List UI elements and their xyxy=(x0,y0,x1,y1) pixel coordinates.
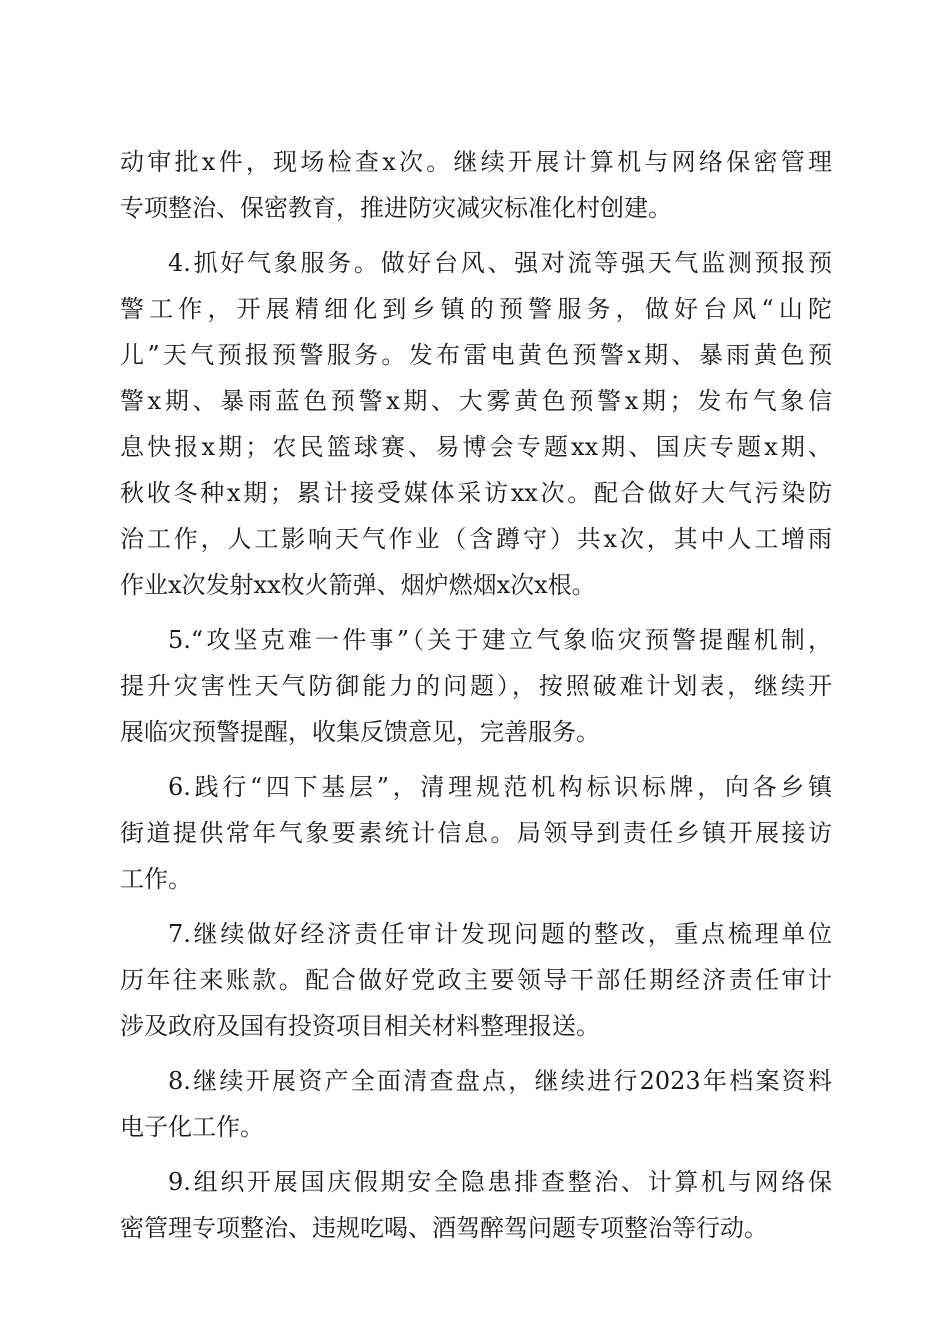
text-line: 作业x次发射xx枚火箭弹、烟炉燃烟x次x根。 xyxy=(120,571,596,599)
text-line: 提升灾害性天气防御能力的问题），按照破难计划表，继续开 xyxy=(120,672,832,700)
text-line: 历年往来账款。配合做好党政主要领导干部任期经济责任审计 xyxy=(120,966,832,994)
document-body xyxy=(120,139,832,1251)
paragraph-item-7-audit xyxy=(120,911,832,1049)
text-line: 9.组织开展国庆假期安全隐患排查整治、计算机与网络保 xyxy=(168,1168,832,1196)
text-line: 5.“攻坚克难一件事”（关于建立气象临灾预警提醒机制， xyxy=(168,626,832,654)
text-line: 警x期、暴雨蓝色预警x期、大雾黄色预警x期；发布气象信 xyxy=(120,387,832,415)
text-line: 电子化工作。 xyxy=(120,1113,264,1141)
text-line: 涉及政府及国有投资项目相关材料整理报送。 xyxy=(120,1012,600,1040)
text-line: 儿”天气预报预警服务。发布雷电黄色预警x期、暴雨黄色预 xyxy=(120,341,832,369)
paragraph-item-4-weather-service xyxy=(120,240,832,608)
text-line: 动审批x件，现场检查x次。继续开展计算机与网络保密管理 xyxy=(120,148,832,176)
paragraph-continued-security xyxy=(120,139,832,231)
text-line: 8.继续开展资产全面清查盘点，继续进行2023年档案资料 xyxy=(168,1067,832,1095)
text-line: 秋收冬种x期；累计接受媒体采访xx次。配合做好大气污染防 xyxy=(120,479,832,507)
text-line: 密管理专项整治、违规吃喝、酒驾醉驾问题专项整治等行动。 xyxy=(120,1214,768,1242)
paragraph-item-9-safety xyxy=(120,1159,832,1251)
paragraph-item-6-grassroots xyxy=(120,764,832,902)
text-line: 街道提供常年气象要素统计信息。局领导到责任乡镇开展接访 xyxy=(120,819,832,847)
text-line: 工作。 xyxy=(120,865,192,893)
text-line: 7.继续做好经济责任审计发现问题的整改，重点梳理单位 xyxy=(168,920,832,948)
text-line: 治工作，人工影响天气作业（含蹲守）共x次，其中人工增雨 xyxy=(120,525,832,553)
text-line: 展临灾预警提醒，收集反馈意见，完善服务。 xyxy=(120,718,600,746)
paragraph-item-8-assets xyxy=(120,1058,832,1150)
text-line: 专项整治、保密教育，推进防灾减灾标准化村创建。 xyxy=(120,194,672,222)
paragraph-item-5-key-task xyxy=(120,617,832,755)
text-line: 息快报x期；农民篮球赛、易博会专题xx期、国庆专题x期、 xyxy=(120,433,832,461)
text-line: 4.抓好气象服务。做好台风、强对流等强天气监测预报预 xyxy=(168,249,832,277)
text-line: 6.践行“四下基层”，清理规范机构标识标牌，向各乡镇 xyxy=(168,773,832,801)
text-line: 警工作，开展精细化到乡镇的预警服务，做好台风“山陀 xyxy=(120,295,832,323)
